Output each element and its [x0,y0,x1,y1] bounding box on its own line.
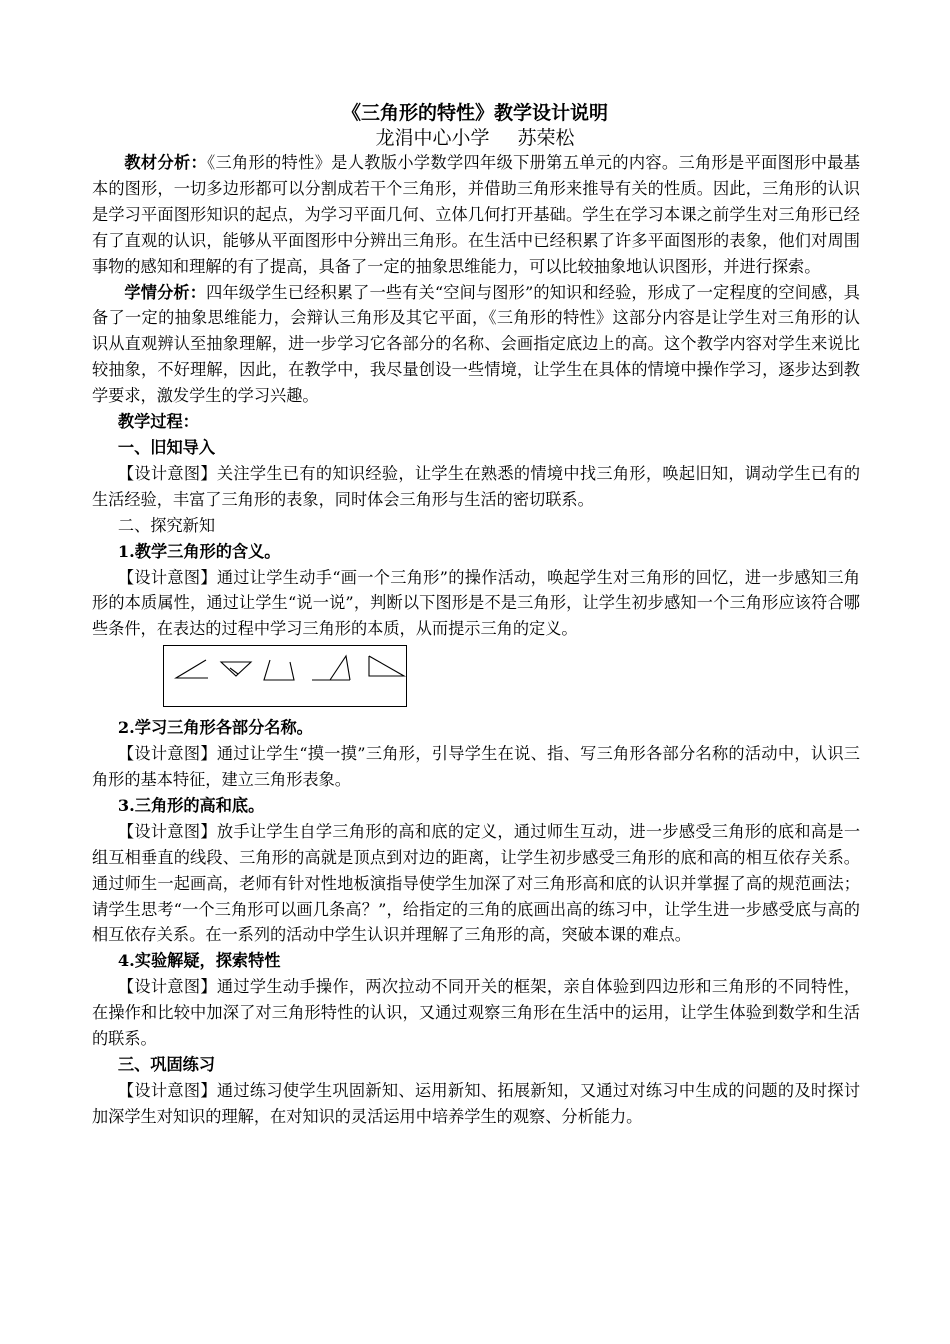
students-text: 四年级学生已经积累了一些有关“空间与图形”的知识和经验，形成了一定程度的空间感，具备了一定的抽象思维能力，会辩认三角形及其它平面，《三角形的特性》这部分内容是让学生对三角形的认识从直观辨认至抽象理解，进一步学习它各部分的名称、会画指定底边上的高。这个教学内容对学生来说比较抽象，不好理解，因此，在教学中，我尽量创设一些情境，让学生在具体的情境中操作学习，逐步达到教学要求，激发学生的学习兴趣。 [92,282,860,406]
intent-label: 【设计意图】 [117,821,217,841]
triangle-inverted-open-shape [221,662,251,676]
intent-text: 放手让学生自学三角形的高和底的定义，通过师生互动，进一步感受三角形的底和高是一组互相垂直的线段、三角形的高就是顶点到对边的距离，让学生初步感受三角形的底和高的相互依存关系。通过师生一起画高，老师有针对性地板演指导使学生加深了对三角形高和底的认识并掌握了高的规范画法；请学生思考“一个三角形可以画几条高？”，给指定的三角的底画出高的练习中，让学生进一步感受底与高的相互依存关系。在一系列的活动中学生认识并理解了三角形的高，突破本课的难点。 [92,821,861,945]
section-2-1-heading: 1.教学三角形的含义。 [117,541,281,561]
intent-text: 通过让学生“摸一摸”三角形，引导学生在说、指、写三角形各部分名称的活动中，认识三角形的基本特征，建立三角形表象。 [92,744,860,790]
section-2-3-heading: 3.三角形的高和底。 [117,795,265,815]
triangle-extended-line-shape [312,656,350,680]
section-1-intent [92,461,860,513]
shapes-svg [164,646,408,708]
angle-open-shape [176,660,208,678]
students-label: 学情分析： [124,282,207,302]
section-2-4-intent [92,974,860,1052]
intent-text: 通过让学生动手“画一个三角形”的操作活动，唤起学生对三角形的回忆，进一步感知三角形的本质属性，通过让学生“说一说”，判断以下图形是不是三角形，让学生初步感知一个三角形应该符合哪些条件，在表达的过程中学习三角形的本质，从而提示三角的定义。 [92,567,860,639]
section-2-2-heading: 2.学习三角形各部分名称。 [117,718,313,738]
author-line [0,125,950,151]
school-name: 龙涓中心小学 [375,127,490,149]
intent-text: 通过练习使学生巩固新知、运用新知、拓展新知，又通过对练习中生成的问题的及时探讨加深学生对知识的理解，在对知识的灵活运用中培养学生的观察、分析能力。 [92,1080,861,1126]
author-name: 苏荣松 [517,127,575,149]
intent-label: 【设计意图】 [117,977,217,997]
section-3-heading: 三、巩固练习 [117,1055,216,1074]
trapezoid-open-shape [264,660,294,680]
section-2-4-heading: 4.实验解疑，探索特性 [117,951,281,971]
shapes-figure [163,645,407,707]
material-analysis [92,150,860,280]
document-body [92,150,860,1130]
section-2-3-intent [92,819,860,949]
section-2-1-intent [92,565,860,643]
intent-text: 通过学生动手操作，两次拉动不同开关的框架，亲自体验到四边形和三角形的不同特性，在操作和比较中加深了对三角形特性的认识，又通过观察三角形在生活中的运用，让学生体验到数学和生活的联系。 [92,977,861,1049]
intent-text: 关注学生已有的知识经验，让学生在熟悉的情境中找三角形，唤起旧知，调动学生已有的生活经验，丰富了三角形的表象，同时体会三角形与生活的密切联系。 [92,463,861,509]
student-analysis [92,280,860,410]
section-2-2-intent [92,741,860,793]
section-2-heading: 二、探究新知 [117,515,216,535]
intent-label: 【设计意图】 [117,463,217,483]
intent-label: 【设计意图】 [117,567,217,587]
right-triangle-open-shape [369,656,404,676]
material-label: 教材分析： [124,153,208,172]
material-text: 《三角形的特性》是人教版小学数学四年级下册第五单元的内容。三角形是平面图形中最基本的图形，一切多边形都可以分割成若干个三角形，并借助三角形来推导有关的性质。因此，三角形的认识是学习平面图形知识的起点，为学习平面几何、立体几何打开基础。学生在学习本课之前学生对三角形已经有了直观的认识，能够从平面图形中分辨出三角形。在生活中已经积累了许多平面图形的表象，他们对周围事物的感知和理解的有了提高，具备了一定的抽象思维能力，可以比较抽象地认识图形，并进行探索。 [92,153,860,276]
section-1-heading: 一、旧知导入 [117,437,216,457]
section-3-intent [92,1078,860,1130]
document-title: 《三角形的特性》教学设计说明 [341,102,608,124]
process-label: 教学过程： [117,412,199,432]
intent-label: 【设计意图】 [117,744,217,764]
intent-label: 【设计意图】 [117,1080,217,1100]
